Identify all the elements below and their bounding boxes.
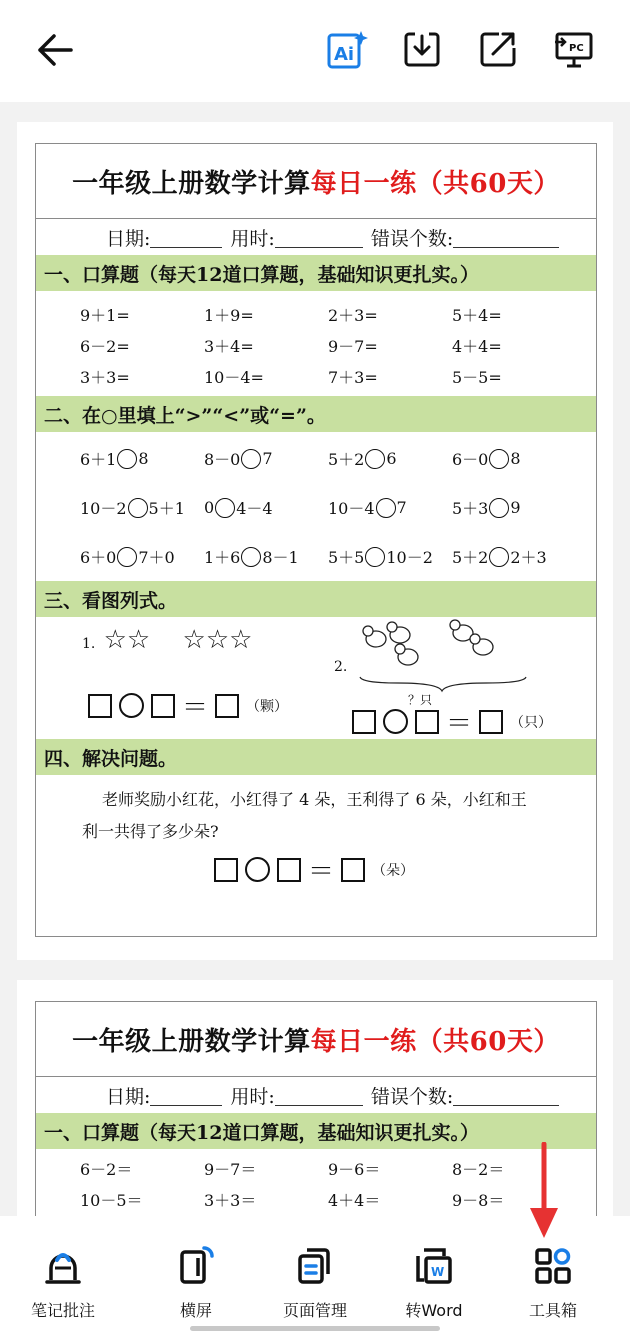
compare-right: 7 (262, 449, 273, 468)
problem: 2＋3= (328, 306, 378, 325)
problem: 5－5= (452, 368, 502, 387)
tab-label: 工具箱 (528, 1301, 577, 1320)
compare-right: 4－4 (236, 499, 273, 518)
answer-circle (365, 547, 385, 567)
problem: 10－4= (204, 368, 264, 387)
compare-item (328, 483, 452, 532)
answer-box (215, 694, 239, 718)
equals-sign: ＝ (182, 693, 209, 723)
answer-box (479, 710, 503, 734)
unit-label: （颗） (246, 698, 289, 715)
question-number: 1. (82, 636, 96, 652)
answer-box (415, 710, 439, 734)
stars-group-b: ☆☆☆ (182, 625, 253, 655)
worksheet-meta-row (36, 219, 596, 255)
problem: 1＋9= (204, 306, 254, 325)
equation-boxes-1 (88, 687, 288, 724)
section-2-header: 二、在○里填上“>”“<”或“=”。 (36, 396, 596, 432)
problem: 4＋4= (452, 337, 502, 356)
tab-page-manage[interactable] (260, 1216, 370, 1332)
total-bracket (358, 675, 528, 695)
compare-right: 7 (396, 498, 407, 517)
title-main: 一年级上册数学计算 (72, 168, 311, 199)
worksheet-2 (35, 1001, 597, 1216)
compare-item (80, 532, 204, 581)
ai-assistant-icon[interactable] (325, 28, 369, 72)
answer-circle (117, 547, 137, 567)
section-3-header: 三、看图列式。 (36, 581, 596, 617)
tab-to-word[interactable] (379, 1216, 489, 1332)
section-1-header: 一、口算题（每天12道口算题，基础知识更扎实。） (36, 1113, 596, 1149)
compare-left: 5＋5 (328, 548, 365, 567)
answer-circle (376, 498, 396, 518)
worksheet-meta-row (36, 1077, 596, 1113)
answer-circle (489, 498, 509, 518)
problem: 10－5＝ (80, 1191, 143, 1210)
compare-right: 2＋3 (510, 548, 547, 567)
word-problem (36, 775, 596, 945)
problem: 5＋4= (452, 306, 502, 325)
answer-circle (489, 547, 509, 567)
compare-item (328, 532, 452, 581)
picture-problems (36, 617, 596, 739)
compare-right: 7＋0 (138, 548, 175, 567)
problem: 7＋3= (328, 368, 378, 387)
compare-left: 5＋2 (328, 450, 365, 469)
compare-item (452, 532, 576, 581)
svg-text:PC: PC (569, 43, 584, 54)
top-bar (0, 0, 630, 102)
svg-text:Ai: Ai (334, 44, 355, 65)
home-indicator (190, 1326, 440, 1331)
compare-item (452, 434, 576, 483)
date-blank (150, 227, 222, 248)
answer-circle (241, 449, 261, 469)
problem: 6－2＝ (80, 1160, 133, 1179)
compare-item (328, 434, 452, 483)
question-number: 2. (334, 659, 348, 675)
chicks-picture (358, 619, 528, 675)
compare-grid (36, 432, 596, 581)
problem: 3＋4= (204, 337, 254, 356)
red-pointer-arrow-icon (524, 1142, 564, 1242)
compare-left: 10－4 (328, 499, 375, 518)
answer-box (88, 694, 112, 718)
answer-circle (215, 498, 235, 518)
question-1 (82, 625, 252, 655)
document-page-1 (17, 122, 613, 960)
compare-item (80, 434, 204, 483)
equals-sign: ＝ (308, 857, 335, 887)
compare-right: 8－1 (262, 548, 299, 567)
problem: 9－6＝ (328, 1160, 381, 1179)
errors-label: 错误个数: (370, 227, 454, 250)
tab-label: 转Word (405, 1301, 463, 1320)
time-label: 用时: (230, 1085, 275, 1108)
problem: 8－2＝ (452, 1160, 505, 1179)
share-export-icon[interactable] (477, 28, 519, 70)
compare-left: 1＋6 (204, 548, 241, 567)
operator-circle (245, 857, 270, 882)
answer-box (277, 858, 301, 882)
word-convert-icon (414, 1246, 454, 1286)
rotate-screen-icon (176, 1246, 216, 1286)
tab-annotate[interactable] (8, 1216, 118, 1332)
compare-item (452, 483, 576, 532)
compare-left: 6＋1 (80, 450, 117, 469)
compare-right: 10－2 (386, 548, 433, 567)
title-highlight: 每日一练（共60天） (310, 168, 560, 199)
answer-circle (241, 547, 261, 567)
download-icon[interactable] (401, 28, 443, 70)
equation-boxes-2 (352, 703, 552, 740)
compare-item (204, 532, 328, 581)
stars-group-a: ☆☆ (103, 625, 151, 655)
answer-box (352, 710, 376, 734)
problem: 3＋3＝ (204, 1191, 257, 1210)
equals-sign: ＝ (446, 709, 473, 739)
question-2 (334, 619, 534, 707)
time-blank (275, 227, 363, 248)
worksheet-title (36, 1002, 596, 1077)
answer-box (151, 694, 175, 718)
errors-blank (453, 227, 559, 248)
problem: 4＋4＝ (328, 1191, 381, 1210)
operator-circle (119, 693, 144, 718)
mental-math-grid (36, 1149, 596, 1215)
compare-left: 8－0 (204, 450, 241, 469)
compare-left: 6＋0 (80, 548, 117, 567)
answer-circle (128, 498, 148, 518)
time-label: 用时: (230, 227, 275, 250)
date-blank (150, 1085, 222, 1106)
toolbox-icon (533, 1246, 573, 1286)
time-blank (275, 1085, 363, 1106)
section-4-header: 四、解决问题。 (36, 739, 596, 775)
svg-text:W: W (431, 1265, 445, 1279)
tab-landscape[interactable] (141, 1216, 251, 1332)
equation-boxes-3 (214, 851, 414, 888)
worksheet-1 (35, 143, 597, 937)
back-arrow-icon[interactable] (34, 30, 76, 70)
word-problem-text: 老师奖励小红花，小红得了 4 朵，王利得了 6 朵，小红和王 (102, 790, 527, 809)
pc-transfer-icon[interactable] (552, 30, 596, 70)
word-problem-text: 利一共得了多少朵? (82, 822, 219, 841)
compare-left: 6－0 (452, 450, 489, 469)
compare-right: 9 (510, 498, 521, 517)
compare-right: 8 (138, 449, 149, 468)
compare-right: 8 (510, 449, 521, 468)
tab-label: 页面管理 (282, 1301, 347, 1320)
answer-box (341, 858, 365, 882)
compare-item (204, 483, 328, 532)
bracket-label: ？只 (408, 693, 433, 707)
problem: 9－8＝ (452, 1191, 505, 1210)
errors-label: 错误个数: (370, 1085, 454, 1108)
mental-math-grid (36, 291, 596, 396)
answer-circle (117, 449, 137, 469)
compare-item (204, 434, 328, 483)
compare-left: 5＋3 (452, 499, 489, 518)
unit-label: （朵） (372, 862, 415, 879)
answer-circle (489, 449, 509, 469)
section-1-header: 一、口算题（每天12道口算题，基础知识更扎实。） (36, 255, 596, 291)
errors-blank (453, 1085, 559, 1106)
date-label: 日期: (106, 1085, 151, 1108)
page-manage-icon (295, 1246, 335, 1286)
compare-left: 5＋2 (452, 548, 489, 567)
tab-label: 横屏 (179, 1301, 212, 1320)
date-label: 日期: (106, 227, 151, 250)
worksheet-title (36, 144, 596, 219)
problem: 9－7＝ (204, 1160, 257, 1179)
pen-annotate-icon (43, 1246, 83, 1286)
answer-circle (365, 449, 385, 469)
answer-box (214, 858, 238, 882)
problem: 9＋1= (80, 306, 130, 325)
problem: 3＋3= (80, 368, 130, 387)
compare-left: 10－2 (80, 499, 127, 518)
compare-left: 0 (204, 498, 215, 517)
tab-label: 笔记批注 (30, 1301, 95, 1320)
problem: 6－2= (80, 337, 130, 356)
title-main: 一年级上册数学计算 (72, 1026, 311, 1057)
compare-item (80, 483, 204, 532)
compare-right: 5＋1 (148, 499, 185, 518)
compare-right: 6 (386, 449, 397, 468)
problem: 9－7= (328, 337, 378, 356)
operator-circle (383, 709, 408, 734)
title-highlight: 每日一练（共60天） (310, 1026, 560, 1057)
unit-label: （只） (510, 714, 553, 731)
